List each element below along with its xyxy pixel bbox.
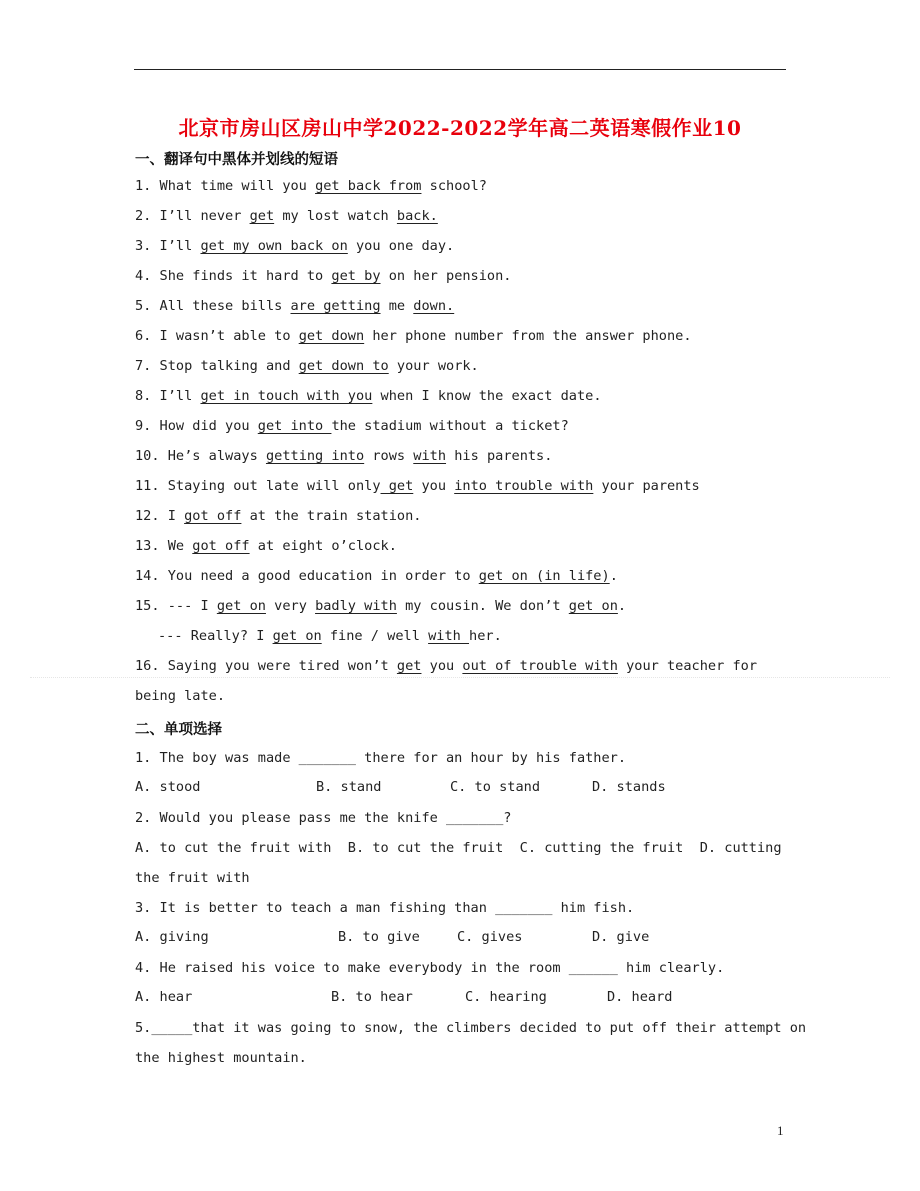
sentence-text: at eight o’clock.: [249, 538, 397, 554]
underlined-phrase: with: [413, 448, 447, 464]
sentence-text: at the train station.: [241, 508, 422, 524]
phrase-sentence: [135, 267, 511, 285]
sentence-text: 5. All these bills: [135, 298, 291, 314]
option-b: B. to give: [338, 929, 420, 945]
sentence-text: 7. Stop talking and: [135, 358, 299, 374]
sentence-text: rows: [364, 448, 414, 464]
sentence-text: the stadium without a ticket?: [331, 418, 569, 434]
section-heading-multiple-choice: 二、单项选择: [135, 722, 222, 738]
sentence-text: you: [421, 658, 463, 674]
page-title: 北京市房山区房山中学2022-2022学年高二英语寒假作业10: [178, 116, 742, 140]
option-d: D. heard: [607, 989, 673, 1005]
phrase-sentence: [135, 567, 618, 585]
question-2-options: A. to cut the fruit with B. to cut the fruit C. cutting the fruit D. cutting: [135, 840, 782, 856]
question-2-options-cont: the fruit with: [135, 870, 250, 886]
option-d: D. give: [592, 929, 650, 945]
question-4: 4. He raised his voice to make everybody in the room ______ him clearly.: [135, 960, 725, 976]
sentence-text: my lost watch: [274, 208, 397, 224]
question-1: 1. The boy was made _______ there for an hour by his father.: [135, 750, 627, 766]
underlined-phrase: get on: [568, 598, 618, 614]
sentence-text: 13. We: [135, 538, 193, 554]
sentence-text: .: [609, 568, 618, 584]
option-c: C. gives: [457, 929, 523, 945]
underlined-phrase: get: [396, 658, 422, 674]
underlined-phrase: got off: [192, 538, 250, 554]
sentence-text: you: [413, 478, 455, 494]
sentence-text: .: [617, 598, 627, 614]
option-c: C. hearing: [465, 989, 547, 1005]
underlined-phrase: get on (in life): [478, 568, 610, 584]
sentence-text: 4. She finds it hard to: [135, 268, 332, 284]
underlined-phrase: getting into: [265, 448, 365, 464]
sentence-text: 8. I’ll: [135, 388, 201, 404]
underlined-phrase: badly with: [315, 598, 397, 614]
question-1-options: [135, 779, 815, 797]
option-a: A. stood: [135, 779, 201, 795]
phrase-sentence: [135, 597, 626, 615]
underlined-phrase: got off: [184, 508, 242, 524]
sentence-text: 10. He’s always: [135, 448, 266, 464]
underlined-phrase: get in touch with you: [200, 388, 373, 404]
phrase-sentence: [135, 507, 421, 525]
sentence-text: school?: [421, 178, 487, 194]
question-5-cont: the highest mountain.: [135, 1050, 307, 1066]
sentence-text: your work.: [388, 358, 479, 374]
sentence-text: fine / well: [321, 628, 429, 644]
underlined-phrase: get my own back on: [200, 238, 348, 254]
question-2: 2. Would you please pass me the knife _______?: [135, 810, 512, 826]
underlined-phrase: into trouble with: [454, 478, 594, 494]
phrase-sentence: [135, 387, 602, 405]
sentence-text: 3. I’ll: [135, 238, 201, 254]
sentence-text: 16. Saying you were tired won’t: [135, 658, 397, 674]
page-number: 1: [777, 1123, 784, 1138]
phrase-sentence: [135, 207, 438, 225]
question-5: 5._____that it was going to snow, the climbers decided to put off their attempt on: [135, 1020, 807, 1036]
phrase-sentence: [135, 327, 692, 345]
phrase-sentence: [135, 417, 569, 435]
section-heading-translation: 一、翻译句中黑体并划线的短语: [135, 152, 338, 168]
phrase-sentence: [135, 237, 454, 255]
sentence-text: her.: [469, 628, 502, 644]
phrase-sentence: [135, 687, 225, 705]
question-3: 3. It is better to teach a man fishing than _______ him fish.: [135, 900, 635, 916]
sentence-text: 9. How did you: [135, 418, 258, 434]
underlined-phrase: are getting: [290, 298, 381, 314]
question-3-options: [135, 929, 815, 947]
underlined-phrase: get into: [257, 418, 332, 434]
underlined-phrase: get by: [331, 268, 381, 284]
sentence-text: me: [380, 298, 414, 314]
phrase-sentence: [135, 447, 552, 465]
phrase-sentence: [158, 627, 502, 645]
underlined-phrase: out of trouble with: [462, 658, 618, 674]
sentence-text: her phone number from the answer phone.: [364, 328, 692, 344]
phrase-sentence: [135, 297, 454, 315]
sentence-text: you one day.: [347, 238, 455, 254]
faint-divider: [30, 677, 890, 678]
underlined-phrase: get on: [272, 628, 322, 644]
sentence-text: 12. I: [135, 508, 185, 524]
sentence-text: 11. Staying out late will only: [135, 478, 381, 494]
sentence-text: on her pension.: [380, 268, 512, 284]
option-a: A. giving: [135, 929, 209, 945]
phrase-sentence: [135, 537, 397, 555]
option-a: A. hear: [135, 989, 193, 1005]
sentence-text: 15. --- I: [135, 598, 217, 614]
option-c: C. to stand: [450, 779, 541, 795]
underlined-phrase: get back from: [315, 178, 422, 194]
sentence-text: 6. I wasn’t able to: [135, 328, 299, 344]
sentence-text: 1. What time will you: [135, 178, 316, 194]
option-b: B. to hear: [331, 989, 413, 1005]
underlined-phrase: get down: [298, 328, 365, 344]
underlined-phrase: with: [428, 628, 470, 644]
sentence-text: 14. You need a good education in order to: [135, 568, 479, 584]
phrase-sentence: [135, 477, 700, 495]
sentence-text: my cousin. We don’t: [396, 598, 569, 614]
underlined-phrase: back.: [396, 208, 438, 224]
underlined-phrase: get on: [216, 598, 266, 614]
sentence-text: your parents: [593, 478, 700, 494]
underlined-phrase: down.: [413, 298, 455, 314]
sentence-text: your teacher for: [617, 658, 758, 674]
header-rule: [134, 69, 786, 70]
phrase-sentence: [135, 177, 487, 195]
phrase-sentence: [135, 357, 479, 375]
sentence-text: very: [265, 598, 316, 614]
question-4-options: [135, 989, 815, 1007]
underlined-phrase: get: [249, 208, 275, 224]
option-b: B. stand: [316, 779, 382, 795]
sentence-text: when I know the exact date.: [372, 388, 602, 404]
phrase-sentence: [135, 657, 757, 675]
underlined-phrase: get: [380, 478, 414, 494]
option-d: D. stands: [592, 779, 666, 795]
sentence-text: --- Really? I: [158, 628, 273, 644]
sentence-text: his parents.: [446, 448, 553, 464]
sentence-text: 2. I’ll never: [135, 208, 250, 224]
sentence-text: being late.: [135, 688, 226, 704]
underlined-phrase: get down to: [298, 358, 389, 374]
